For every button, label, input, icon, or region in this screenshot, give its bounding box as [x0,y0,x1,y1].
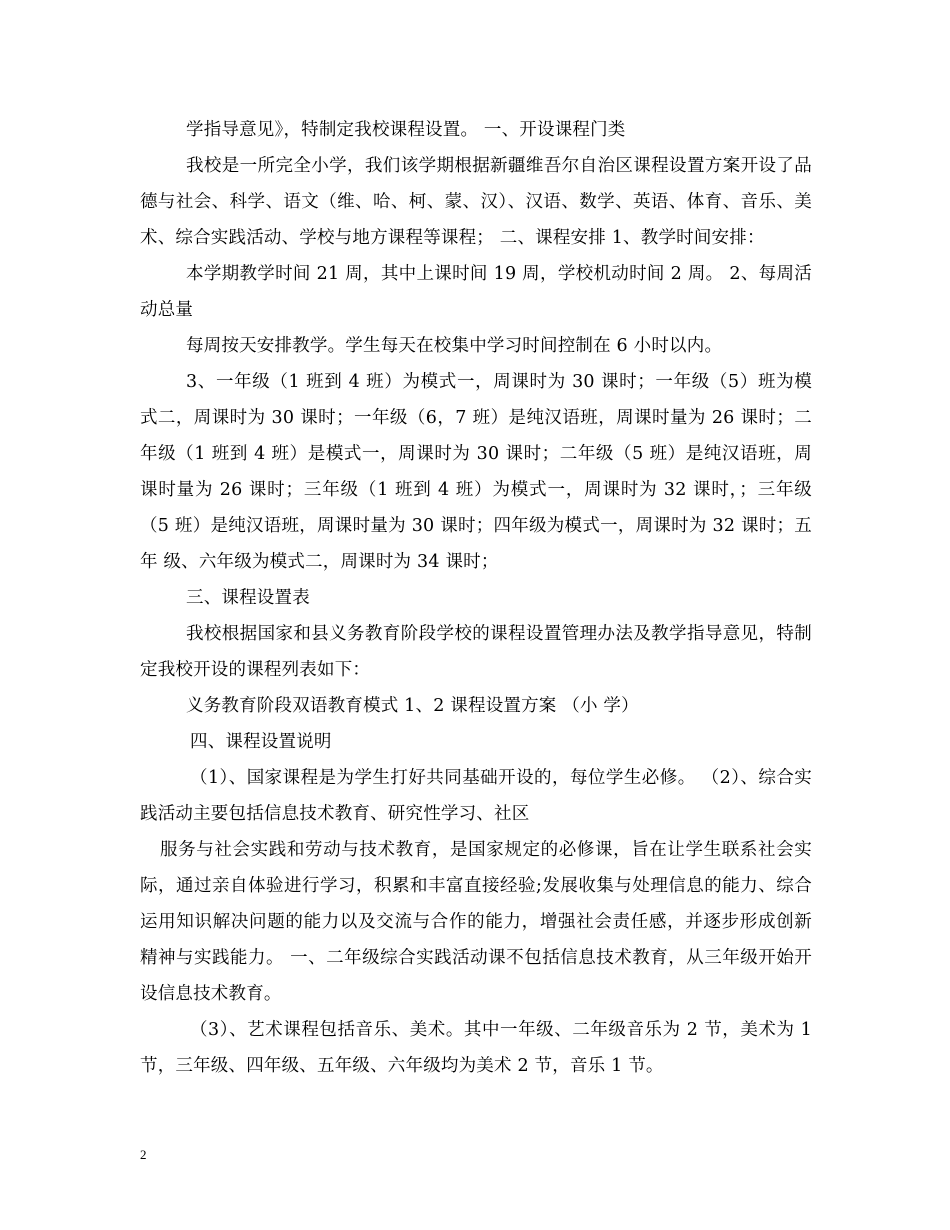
document-body [140,112,812,1084]
paragraph-daily-schedule: 每周按天安排教学。学生每天在校集中学习时间控制在 6 小时以内。 [186,336,723,356]
paragraph-national-courses: （1）、国家课程是为学生打好共同基础开设的，每位学生必修。 （2）、综合实践活动主要包括信息技术教育、研究性学习、社区 [140,768,812,824]
heading-course-notes: 四、课程设置说明 [190,732,332,752]
paragraph-course-categories: 我校是一所完全小学，我们该学期根据新疆维吾尔自治区课程设置方案开设了品德与社会、科学、语文（维、哈、柯、蒙、汉）、汉语、数学、英语、体育、音乐、美术、综合实践活动、学校与地方课程等课程； 二、课程安排 1、教学时间安排： [140,156,812,248]
paragraph-intro-tail: 学指导意见》，特制定我校课程设置。 一、开设课程门类 [186,120,626,140]
paragraph-grade-modes: 3、一年级（1 班到 4 班）为模式一，周课时为 30 课时；一年级（5）班为模式二，周课时为 30 课时；一年级（6，7 班）是纯汉语班，周课时量为 26 课时；二年级（1 班到 4 班）是模式一，周课时为 30 课时；二年级（5 班）是纯汉语班，周课时量为 26 课时；三年级（1 班到 4 班）为模式一，周课时为 32 课时，；三年级（5 班）是纯汉语班，周课时量为 30 课时；四年级为模式一，周课时为 32 课时；五年 级、六年级为模式二，周课时为 34 课时； [140,372,812,572]
paragraph-practice-activities: 服务与社会实践和劳动与技术教育，是国家规定的必修课，旨在让学生联系社会实际，通过亲自体验进行学习，积累和丰富直接经验;发展收集与处理信息的能力、综合运用知识解决问题的能力以及交流与合作的能力，增强社会责任感，并逐步形成创新精神与实践能力。 一、二年级综合实践活动课不包括信息技术教育，从三年级开始开设信息技术教育。 [140,840,812,1004]
paragraph-art-courses: （3）、艺术课程包括音乐、美术。其中一年级、二年级音乐为 2 节，美术为 1 节，三年级、四年级、五年级、六年级均为美术 2 节，音乐 1 节。 [140,1020,812,1076]
heading-course-table: 三、课程设置表 [186,588,310,608]
paragraph-course-list-intro: 我校根据国家和县义务教育阶段学校的课程设置管理办法及教学指导意见，特制定我校开设的课程列表如下： [140,624,812,680]
paragraph-bilingual-plan-title: 义务教育阶段双语教育模式 1、2 课程设置方案 （小 学） [186,696,639,716]
page-number: 2 [140,1147,147,1162]
paragraph-teaching-time: 本学期教学时间 21 周，其中上课时间 19 周，学校机动时间 2 周。 2、每周活动总量 [140,264,812,320]
